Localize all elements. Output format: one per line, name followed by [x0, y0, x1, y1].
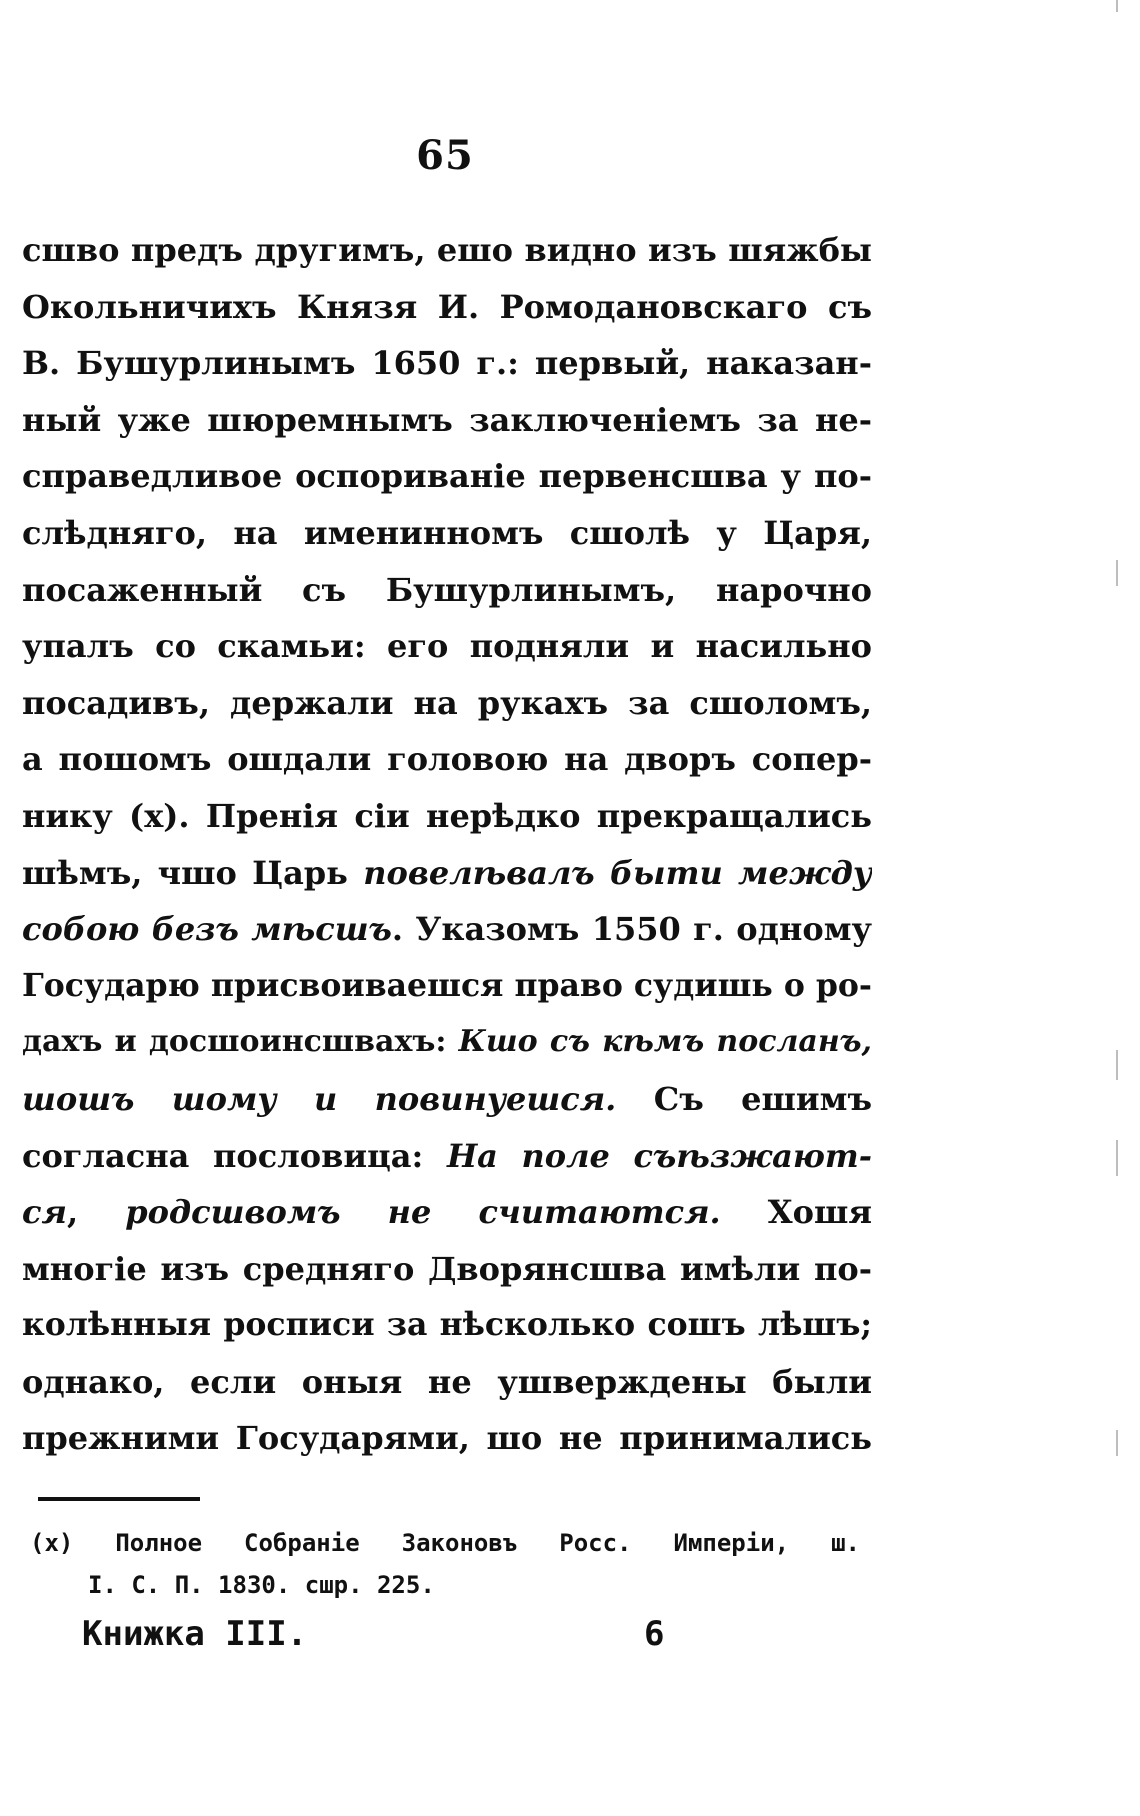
text-line: [22, 448, 872, 505]
text-line: [22, 958, 872, 1015]
text-run: упалъ со скамьи: его подняли и насильно: [22, 627, 872, 666]
text-run: В. Бушурлинымъ 1650 г.: первый, наказан-: [22, 344, 872, 383]
text-run: Государю присвоиваешся право судишь о ро-: [22, 966, 872, 1004]
text-run: Хошя: [720, 1193, 872, 1232]
text-line: [22, 335, 872, 392]
text-line: [22, 1128, 872, 1185]
italic-text: собою безъ мѣсшъ: [22, 910, 392, 949]
text-run: колѣнныя росписи за нѣсколько сошъ лѣшъ;: [22, 1306, 872, 1344]
text-line: [22, 1184, 872, 1241]
italic-text: шошъ шому и повинуешся.: [22, 1079, 617, 1118]
italic-text: На поле съѣзжают-: [446, 1136, 872, 1175]
text-line: [22, 675, 872, 732]
footnote-line: I. С. П. 1830. сшр. 225.: [88, 1571, 435, 1599]
italic-text: Кшо съ кѣмъ посланъ,: [458, 1024, 872, 1060]
text-line: [22, 222, 872, 279]
italic-text: повелѣвалъ быти между: [363, 853, 872, 892]
body-text: [22, 222, 872, 1467]
italic-text: родсшвомъ не считаются.: [125, 1193, 721, 1232]
text-line: [22, 505, 872, 562]
text-run: сшво предъ другимъ, ешо видно изъ шяжбы: [22, 231, 872, 269]
text-line: [22, 901, 872, 958]
signature-number: 6: [644, 1614, 665, 1654]
signature-label: Книжка III.: [82, 1614, 308, 1654]
text-run: однако, если оныя не ушверждены были: [22, 1362, 872, 1401]
text-run: шѣмъ, чшо Царь: [22, 853, 364, 892]
text-line: [22, 1354, 872, 1411]
text-line: [22, 1014, 872, 1071]
text-run: прежними Государями, шо не принимались: [22, 1419, 872, 1458]
footnote-line: (х) Полное Собранiе Законовъ Росс. Имперiи, ш.: [30, 1529, 860, 1557]
text-line: [22, 845, 872, 902]
text-line: [22, 1410, 872, 1467]
text-run: дахъ и досшоинсшвахъ:: [22, 1024, 459, 1060]
text-run: ,: [66, 1193, 126, 1232]
page-number: 65: [416, 132, 474, 179]
text-run: согласна пословица:: [22, 1136, 447, 1175]
signature-mark: [82, 1614, 702, 1654]
text-line: [22, 788, 872, 845]
text-run: нику (х). Пренiя сiи нерѣдко прекращались: [22, 796, 872, 835]
text-run: а пошомъ ошдали головою на дворъ сопер-: [22, 740, 872, 779]
footnote: [30, 1522, 860, 1606]
page-edge-mark: [1116, 560, 1118, 586]
text-run: посадивъ, держали на рукахъ за сшоломъ,: [22, 683, 872, 722]
text-run: слѣдняго, на именинномъ сшолѣ у Царя,: [22, 513, 872, 552]
footnote-divider: [38, 1497, 200, 1501]
text-run: . Указомъ 1550 г. одному: [391, 910, 872, 949]
text-line: [22, 562, 872, 619]
text-run: справедливое оспориванie первенсшва у по-: [22, 457, 872, 496]
page-edge-mark: [1116, 1140, 1118, 1176]
text-run: Окольничихъ Князя И. Ромодановскаго съ: [22, 287, 872, 326]
text-line: [22, 731, 872, 788]
text-line: [22, 618, 872, 675]
text-run: посаженный съ Бушурлинымъ, нарочно: [22, 570, 872, 609]
text-line: [22, 1297, 872, 1354]
text-run: многie изъ средняго Дворянсшва имѣли по-: [22, 1249, 872, 1288]
page-edge-mark: [1116, 0, 1118, 12]
text-line: [22, 1071, 872, 1128]
text-line: [22, 1241, 872, 1298]
text-line: [22, 392, 872, 449]
text-line: [22, 279, 872, 336]
text-run: Съ ешимъ: [616, 1079, 872, 1118]
page-edge-mark: [1116, 1050, 1118, 1080]
text-run: ный уже шюремнымъ заключенieмъ за не-: [22, 400, 872, 439]
page-edge-mark: [1116, 1430, 1118, 1456]
italic-text: ся: [22, 1193, 67, 1232]
